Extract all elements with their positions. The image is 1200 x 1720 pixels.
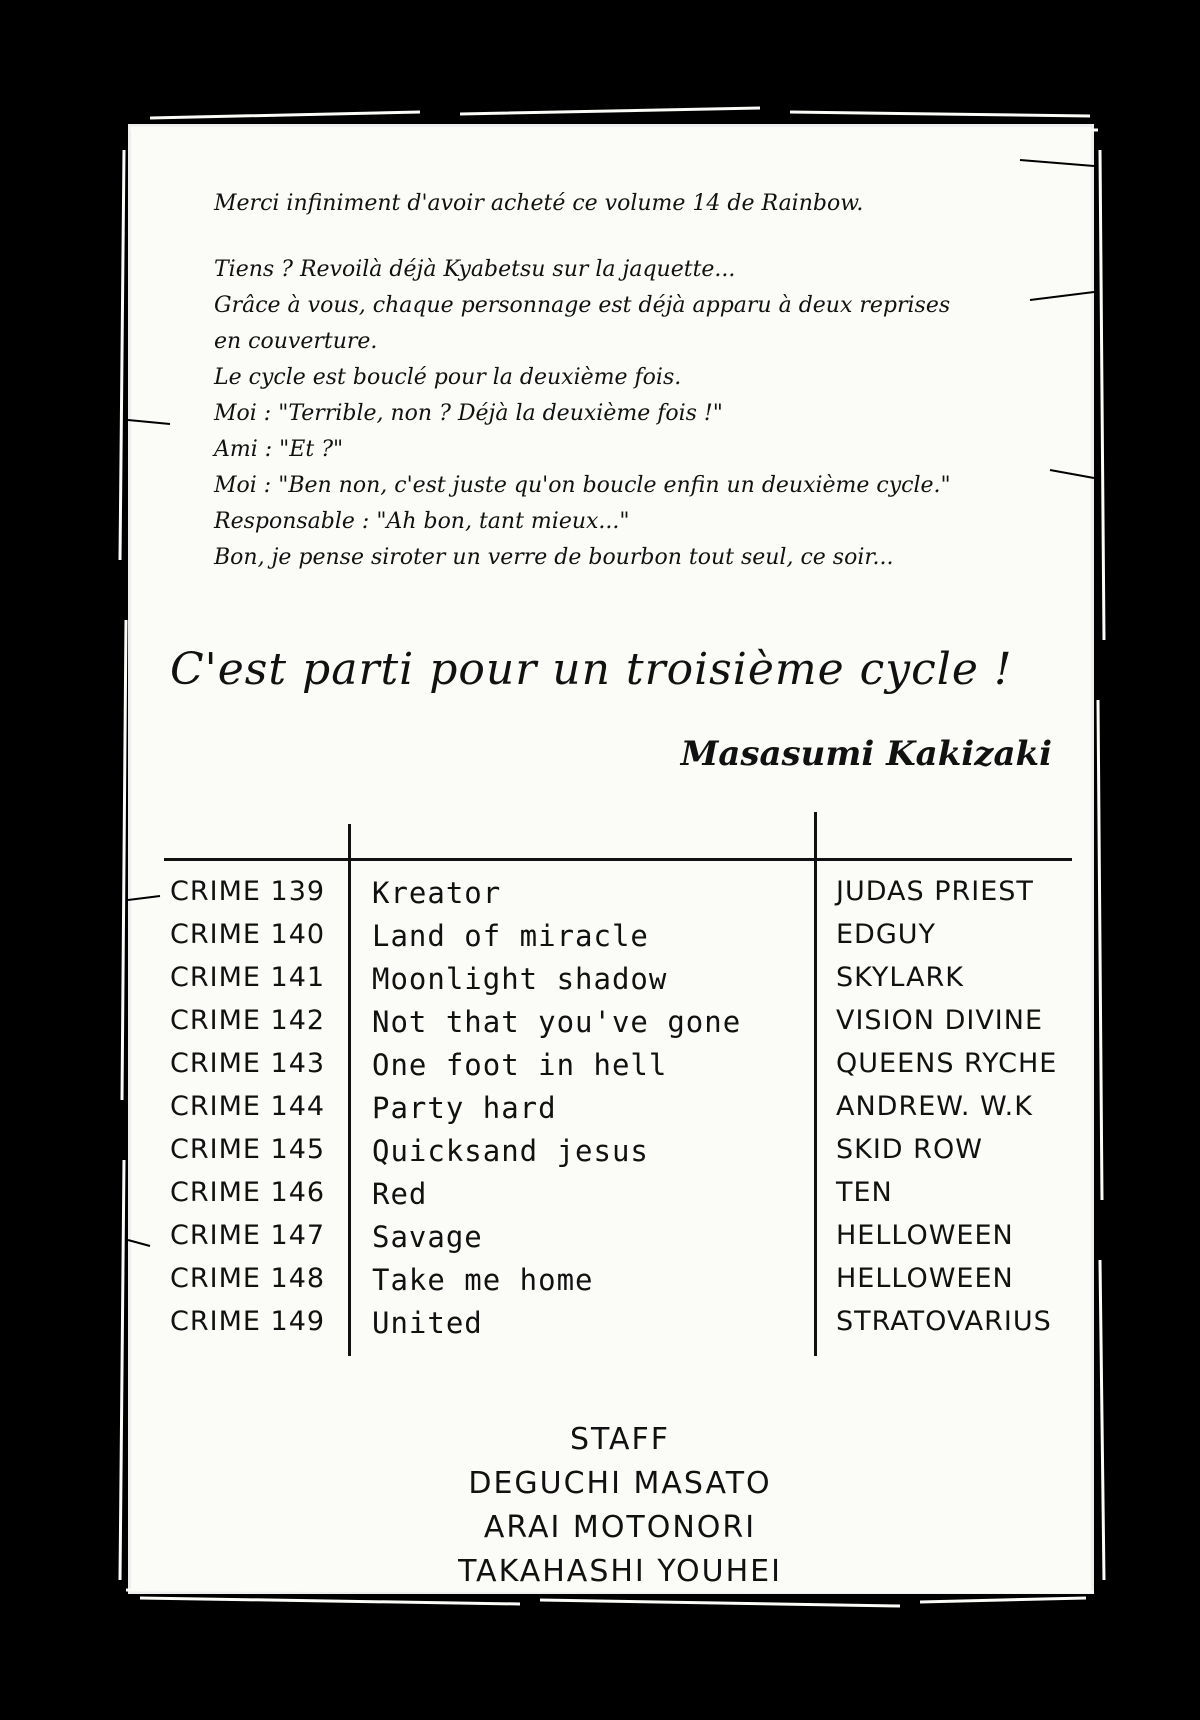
staff-name: DEGUCHI MASATO [468, 1466, 772, 1501]
chapter-title: Moonlight shadow [372, 962, 668, 996]
band-name: HELLOWEEN [836, 1220, 1014, 1251]
note-line: Merci infiniment d'avoir acheté ce volume 14 de Rainbow. [214, 191, 864, 216]
chapter-number: CRIME 139 [170, 876, 326, 907]
band-name: SKYLARK [836, 962, 964, 993]
chapter-number: CRIME 146 [170, 1177, 326, 1208]
note-line: en couverture. [214, 329, 378, 354]
tracklist-row [164, 1005, 1076, 1048]
chapter-title: Land of miracle [372, 919, 649, 953]
note-spacer [214, 222, 1054, 252]
note-line: Ami : "Et ?" [214, 437, 344, 462]
staff-name: TAKAHASHI YOUHEI [458, 1554, 782, 1589]
note-line: Grâce à vous, chaque personnage est déjà apparu à deux reprises [214, 293, 951, 318]
note-line: Moi : "Terrible, non ? Déjà la deuxième fois !" [214, 401, 723, 426]
chapter-number: CRIME 140 [170, 919, 326, 950]
staff-credits [360, 1418, 880, 1594]
staff-name: ARAI MOTONORI [483, 1510, 757, 1545]
chapter-title: Take me home [372, 1263, 594, 1297]
chapter-title: Kreator [372, 876, 502, 910]
band-name: EDGUY [836, 919, 937, 950]
band-name: SKID ROW [836, 1134, 983, 1165]
chapter-title: Savage [372, 1220, 483, 1254]
tracklist-row [164, 1263, 1076, 1306]
note-line: Responsable : "Ah bon, tant mieux..." [214, 509, 630, 534]
band-name: QUEENS RYCHE [836, 1048, 1058, 1079]
tracklist-row [164, 919, 1076, 962]
chapter-title: Red [372, 1177, 428, 1211]
chapter-number: CRIME 148 [170, 1263, 326, 1294]
chapter-number: CRIME 149 [170, 1306, 326, 1337]
tracklist-row [164, 962, 1076, 1005]
headline: C'est parti pour un troisième cycle ! [170, 644, 1013, 695]
tracklist-row [164, 1048, 1076, 1091]
tracklist-row [164, 876, 1076, 919]
staff-heading: STAFF [569, 1422, 671, 1457]
chapter-number: CRIME 145 [170, 1134, 326, 1165]
band-name: STRATOVARIUS [836, 1306, 1052, 1337]
tracklist-row [164, 1220, 1076, 1263]
chapter-title: Not that you've gone [372, 1005, 742, 1039]
tracklist-rows [164, 876, 1076, 1349]
tracklist-row [164, 1091, 1076, 1134]
chapter-title: Party hard [372, 1091, 557, 1125]
note-line: Le cycle est bouclé pour la deuxième fois. [214, 365, 682, 390]
band-name: JUDAS PRIEST [836, 876, 1034, 907]
band-name: VISION DIVINE [836, 1005, 1044, 1036]
author-note [214, 186, 1054, 576]
chapter-number: CRIME 147 [170, 1220, 326, 1251]
tracklist-row [164, 1134, 1076, 1177]
chapter-number: CRIME 143 [170, 1048, 326, 1079]
chapter-tracklist [164, 858, 1076, 1368]
note-line: Moi : "Ben non, c'est juste qu'on boucle enfin un deuxième cycle." [214, 473, 951, 498]
tracklist-row [164, 1177, 1076, 1220]
author-signature: Masasumi Kakizaki [680, 734, 1052, 774]
chapter-number: CRIME 141 [170, 962, 326, 993]
band-name: TEN [836, 1177, 893, 1208]
note-line: Tiens ? Revoilà déjà Kyabetsu sur la jaquette... [214, 257, 736, 282]
note-line: Bon, je pense siroter un verre de bourbon tout seul, ce soir... [214, 545, 894, 570]
chapter-title: Quicksand jesus [372, 1134, 649, 1168]
header-rule [164, 858, 1072, 861]
band-name: ANDREW. W.K [836, 1091, 1033, 1122]
tracklist-row [164, 1306, 1076, 1349]
chapter-number: CRIME 144 [170, 1091, 326, 1122]
chapter-title: One foot in hell [372, 1048, 668, 1082]
chapter-number: CRIME 142 [170, 1005, 326, 1036]
chapter-title: United [372, 1306, 483, 1340]
band-name: HELLOWEEN [836, 1263, 1014, 1294]
